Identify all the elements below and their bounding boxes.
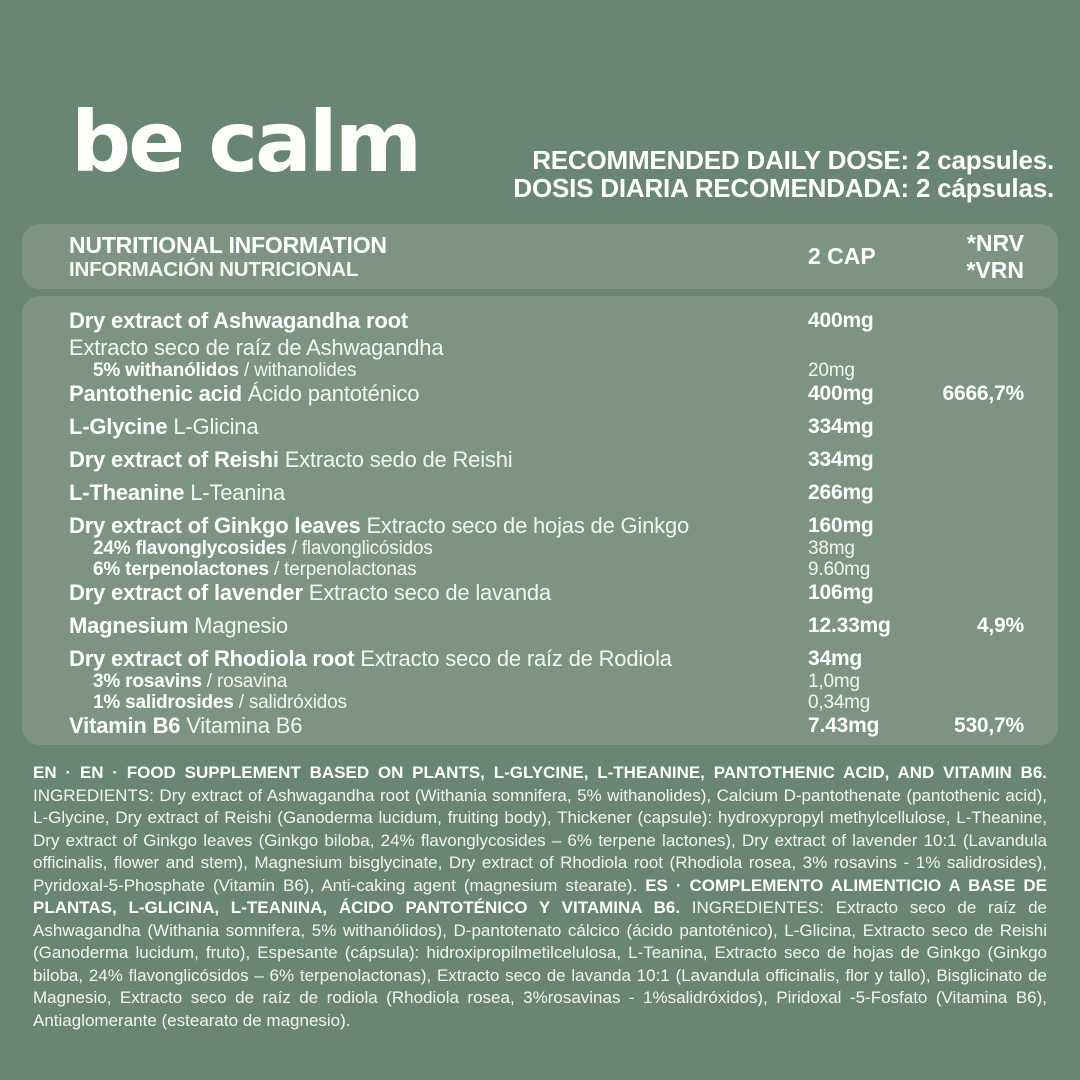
ingredient-name — [69, 539, 808, 559]
ingredient-name-primary: L-Glycine — [69, 414, 168, 439]
amount-value: 160mg — [808, 514, 874, 537]
table-row — [69, 514, 1024, 538]
ingredient-name-secondary: / terpenolactonas — [274, 559, 417, 580]
table-row — [69, 614, 1024, 638]
dose-line-es: DOSIS DIARIA RECOMENDADA: 2 cápsulas. — [513, 173, 1054, 203]
table-row — [69, 415, 1024, 439]
ingredient-name-primary: Dry extract of Ginkgo leaves — [69, 513, 361, 538]
column-header-amount: 2 CAP — [808, 243, 876, 269]
ingredient-name-secondary: L-Glicina — [173, 414, 259, 439]
table-row — [69, 647, 1024, 671]
amount-value: 9.60mg — [808, 559, 871, 580]
ingredient-name-secondary: / salidróxidos — [238, 692, 347, 713]
nrv-value — [926, 309, 1024, 333]
table-row — [69, 581, 1024, 605]
ingredient-name — [69, 382, 808, 406]
nrv-value: 4,9% — [976, 614, 1024, 637]
table-subrow — [69, 361, 1024, 381]
table-row — [69, 714, 1024, 738]
ingredient-name-primary: Vitamin B6 — [69, 713, 181, 738]
ingredient-name-primary: Pantothenic acid — [69, 381, 242, 406]
amount-value: 334mg — [808, 448, 874, 471]
nrv-label-en: *NRV — [966, 229, 1024, 256]
ingredient-name-primary: 24% flavonglycosides — [93, 538, 287, 559]
nrv-label-es: *VRN — [966, 256, 1024, 283]
ingredients-paragraph — [33, 762, 1047, 1032]
nrv-value — [926, 361, 1024, 381]
amount-value: 0,34mg — [808, 692, 871, 713]
ingredient-name — [69, 693, 808, 713]
ingredient-name-secondary: Extracto sedo de Reishi — [284, 447, 513, 472]
ingredient-name-secondary: / rosavina — [206, 671, 288, 692]
ingredient-name — [69, 415, 808, 439]
legal-statement-segment: EN · EN · FOOD SUPPLEMENT BASED ON PLANTS, L-GLYCINE, L-THEANINE, PANTOTHENIC ACID, AND VITAMIN B6. — [33, 763, 1047, 782]
nrv-value — [926, 415, 1024, 439]
ingredient-name — [69, 336, 808, 360]
ingredient-name — [69, 481, 808, 505]
ingredient-name — [69, 514, 808, 538]
ingredient-name-primary: Dry extract of lavender — [69, 580, 303, 605]
ingredient-name-secondary: / flavonglicósidos — [291, 538, 433, 559]
nutrition-table-body — [22, 296, 1058, 745]
ingredient-name-secondary: Extracto seco de hojas de Ginkgo — [366, 513, 690, 538]
nrv-value — [926, 560, 1024, 580]
table-row — [69, 448, 1024, 472]
ingredient-name-primary: Dry extract of Ashwagandha root — [69, 308, 408, 333]
nrv-value — [926, 448, 1024, 472]
nrv-value — [926, 581, 1024, 605]
table-row — [69, 336, 1024, 360]
ingredient-name — [69, 714, 808, 738]
ingredient-name-secondary: Magnesio — [194, 613, 288, 638]
amount-value: 20mg — [808, 360, 855, 381]
ingredient-name — [69, 614, 808, 638]
table-subrow — [69, 672, 1024, 692]
nutrition-header-title-en: NUTRITIONAL INFORMATION — [69, 231, 387, 258]
ingredient-name-secondary: L-Teanina — [190, 480, 286, 505]
ingredient-name-secondary: Vitamina B6 — [186, 713, 303, 738]
ingredient-name — [69, 309, 808, 333]
amount-value — [808, 336, 926, 360]
amount-value: 7.43mg — [808, 714, 880, 737]
ingredient-name-secondary: / withanolides — [243, 360, 357, 381]
amount-value: 12.33mg — [808, 614, 891, 637]
nutrition-table-header — [22, 224, 1058, 289]
column-header-nrv — [926, 230, 1024, 284]
ingredient-name-primary: Magnesium — [69, 613, 189, 638]
product-title: be calm — [71, 93, 420, 191]
nrv-value — [926, 336, 1024, 360]
amount-value: 34mg — [808, 647, 863, 670]
ingredient-name — [69, 581, 808, 605]
ingredient-name-primary: 1% salidrosides — [93, 692, 234, 713]
amount-value: 400mg — [808, 309, 874, 332]
ingredient-name-primary: 3% rosavins — [93, 671, 202, 692]
nrv-value — [926, 539, 1024, 559]
ingredient-name — [69, 672, 808, 692]
amount-value: 400mg — [808, 382, 874, 405]
ingredient-name-primary: Dry extract of Rhodiola root — [69, 646, 355, 671]
table-subrow — [69, 693, 1024, 713]
nrv-value — [926, 647, 1024, 671]
ingredient-name-primary: Dry extract of Reishi — [69, 447, 279, 472]
ingredient-name-primary: 5% withanólidos — [93, 360, 239, 381]
nrv-value — [926, 693, 1024, 713]
legal-statement-segment: ES · COMPLEMENTO ALIMENTICIO A BASE DE PLANTAS, L-GLICINA, L-TEANINA, ÁCIDO PANTOTÉNICO Y VITAMINA B6. — [33, 875, 1047, 917]
ingredient-name — [69, 361, 808, 381]
ingredient-name-primary: 6% terpenolactones — [93, 559, 269, 580]
ingredient-name — [69, 448, 808, 472]
ingredient-name-secondary: Extracto seco de raíz de Rodiola — [360, 646, 672, 671]
table-subrow — [69, 539, 1024, 559]
amount-value: 38mg — [808, 538, 855, 559]
table-row — [69, 481, 1024, 505]
ingredient-name-secondary: Extracto seco de raíz de Ashwagandha — [69, 335, 444, 360]
nutrition-header-titles — [69, 232, 808, 282]
ingredient-name — [69, 647, 808, 671]
legal-ingredients-segment: INGREDIENTS: Dry extract of Ashwagandha root (Withania somnifera, 5% withanolides), Calcium D-pantothenate (pantothenic acid), L-Glycine, Dry extract of Reishi (Ganoderma lucidum, fruiting body), Thickener (capsule): hydroxypropyl methylcellulose, L-Theanine, Dry extract of Ginkgo leaves (Ginkgo biloba, 24% flavonglycosides – 6% terpene lactones), Dry extract of lavender 10:1 (Lavandula officinalis, flower and stem), Magnesium bisglycinate, Dry extract of Rhodiola root (Rhodiola rosea, 3% rosavins - 1% salidrosides), Pyridoxal-5-Phosphate (Vitamin B6), Anti-caking agent (magnesium stearate). — [33, 785, 1047, 895]
table-row — [69, 382, 1024, 406]
table-row — [69, 309, 1024, 333]
amount-value: 1,0mg — [808, 671, 860, 692]
ingredient-name — [69, 560, 808, 580]
legal-ingredients-segment: INGREDIENTES: Extracto seco de raíz de Ashwagandha (Withania somnifera, 5% withanólidos), D-pantotenato cálcico (ácido pantoténico), L-Glicina, Extracto seco de Reishi (Ganoderma lucidum, fruto), Espesante (cápsula): hidroxipropilmetilcelulosa, L-Teanina, Extracto seco de hojas de Ginkgo (Ginkgo biloba, 24% flavonglicósidos – 6% terpenolactonas), Extracto seco de lavanda 10:1 (Lavandula officinalis, flor y tallo), Bisglicinato de Magnesio, Extracto seco de raíz de rodiola (Rhodiola rosea, 3%rosavinas - 1%salidróxidos), Piridoxal -5-Fosfato (Vitamina B6), Antiaglomerante (estearato de magnesio). — [33, 898, 1047, 1030]
nutrition-header-title-es: INFORMACIÓN NUTRICIONAL — [69, 257, 359, 281]
nrv-value — [926, 672, 1024, 692]
ingredient-name-primary: L-Theanine — [69, 480, 185, 505]
nrv-value: 6666,7% — [942, 382, 1024, 405]
nrv-value — [926, 514, 1024, 538]
table-subrow — [69, 560, 1024, 580]
dose-line-en: RECOMMENDED DAILY DOSE: 2 capsules. — [532, 145, 1054, 175]
amount-value: 334mg — [808, 415, 874, 438]
ingredient-name-secondary: Extracto seco de lavanda — [308, 580, 552, 605]
amount-value: 266mg — [808, 481, 874, 504]
nrv-value: 530,7% — [953, 714, 1024, 737]
ingredient-name-secondary: Ácido pantoténico — [247, 381, 420, 406]
amount-value: 106mg — [808, 581, 874, 604]
nrv-value — [926, 481, 1024, 505]
recommended-dose — [513, 146, 1054, 202]
